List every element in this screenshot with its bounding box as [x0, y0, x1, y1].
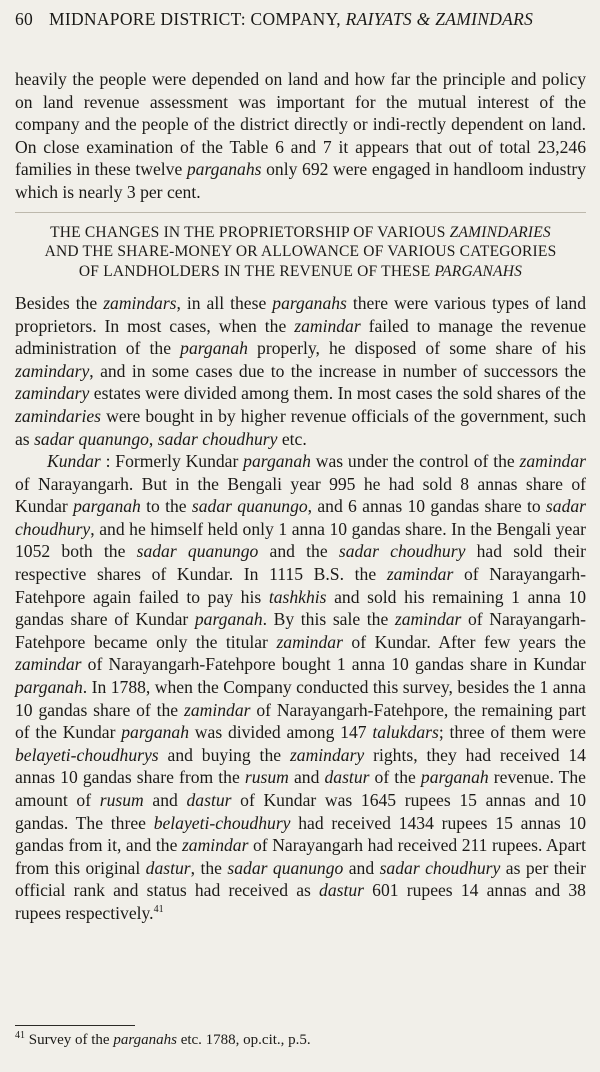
paragraph-kundar: Kundar : Formerly Kundar parganah was under the control of the zamindar of Narayangarh. But in the Bengali year 995 he had sold 8 annas share of Kundar parganah to the sadar quanungo, and 6 annas 10 gandas share to sadar choudhury, and he himself held only 1 anna 10 gandas share. In the Bengali year 1052 both the sadar quanungo and the sadar choudhury had sold their respective shares of Kundar. In 1115 B.S. the zamindar of Narayangarh-Fatehpore again failed to pay his tashkhis and sold his remaining 1 anna 10 gandas share of Kundar parganah. By this sale the zamindar of Narayangarh-Fatehpore became only the titular zamindar of Kundar. After few years the zamindar of Narayangarh-Fatehpore bought 1 anna 10 gandas share in Kundar parganah. In 1788, when the Company conducted this survey, besides the 1 anna 10 gandas share of the zamindar of Narayangarh-Fatehpore, the remaining part of the Kundar parganah was divided among 147 talukdars; three of them were belayeti-choudhurys and buying the zamindary rights, they had received 14 annas 10 gandas share from the rusum and dastur of the parganah revenue. The amount of rusum and dastur of Kundar was 1645 rupees 15 annas and 10 gandas. The three belayeti-choudhury had received 1434 rupees 15 annas 10 gandas from it, and the zamindar of Narayangarh had received 211 rupees. Apart from this original dastur, the sadar quanungo and sadar choudhury as per their official rank and status had received as dastur 601 rupees 14 annas and 38 rupees respectively.$^{41}$	[15, 451, 587, 923]
footnote: $^{41}$ Survey of the parganahs etc. 1788, op.cit., p.5.	[15, 1030, 311, 1048]
footnote-number: 41	[15, 1030, 25, 1041]
section-divider	[15, 212, 586, 213]
paragraph-continued: heavily the people were depended on land and how far the principle and policy on land revenue assessment was important for the mutual interest of the company and the people of the district directly or indi-rectly dependent on land. On close examination of the Table 6 and 7 it appears that out of total 23,246 families in these twelve parganahs only 692 were engaged in handloom industry which is nearly 3 per cent.	[15, 69, 587, 202]
running-header	[15, 8, 586, 30]
paragraph-proprietors: Besides the zamindars, in all these parganahs there were various types of land proprietors. In most cases, when the zamindar failed to manage the revenue administration of the parganah properly, he disposed of some share of his zamindary, and in some cases due to the increase in number of successors the zamindary estates were divided among them. In most cases the sold shares of the zamindaries were bought in by higher revenue officials of the government, such as sadar quanungo, sadar choudhury etc.	[15, 292, 586, 449]
page-number: 60	[15, 9, 34, 29]
footnote-rule	[15, 1025, 135, 1026]
running-title: MIDNAPORE DISTRICT: COMPANY, RAIYATS & ZAMINDARS	[49, 9, 534, 29]
footnote-reference: 41	[153, 904, 164, 916]
section-heading: THE CHANGES IN THE PROPRIETORSHIP OF VARIOUS ZAMINDARIES AND THE SHARE-MONEY OR ALLOWANCE OF VARIOUS CATEGORIES OF LANDHOLDERS IN THE REVENUE OF THESE PARGANAHS	[44, 223, 557, 281]
main-text	[15, 68, 586, 925]
